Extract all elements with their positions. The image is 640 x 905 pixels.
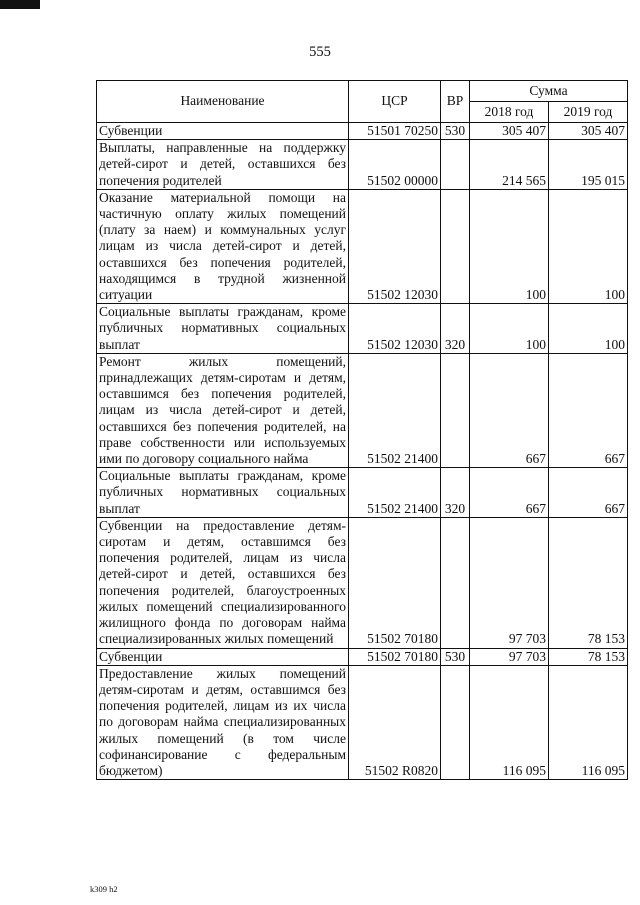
row-sum-2019: 78 153 bbox=[549, 648, 628, 665]
row-csr: 51502 12030 bbox=[349, 189, 441, 303]
table-header-row bbox=[97, 81, 628, 102]
row-vr bbox=[441, 140, 470, 190]
row-name: Ремонт жилых помещений, принадлежащих детям-сиротам и детям, оставшимся без попечения родителей, лицам из числа детей-сирот и детей, оставшихся без попечения родителей, на праве собственности или используемых ими по договору социального найма bbox=[97, 353, 349, 467]
row-vr bbox=[441, 189, 470, 303]
table-row bbox=[97, 517, 628, 648]
row-csr: 51502 70180 bbox=[349, 648, 441, 665]
row-sum-2018: 97 703 bbox=[470, 648, 549, 665]
row-csr: 51502 21400 bbox=[349, 353, 441, 467]
row-sum-2019: 667 bbox=[549, 353, 628, 467]
row-name: Социальные выплаты гражданам, кроме публичных нормативных социальных выплат bbox=[97, 468, 349, 518]
row-csr: 51502 21400 bbox=[349, 468, 441, 518]
row-name: Оказание материальной помощи на частичную оплату жилых помещений (плату за наем) и коммунальных услуг лицам из числа детей-сирот и детей, оставшихся без попечения родителей, находящимся в трудной жизненной ситуации bbox=[97, 189, 349, 303]
header-year-2018: 2018 год bbox=[470, 102, 549, 123]
page-number: 555 bbox=[309, 44, 331, 60]
row-vr: 320 bbox=[441, 304, 470, 354]
header-csr: ЦСР bbox=[349, 81, 441, 123]
table-row bbox=[97, 140, 628, 190]
row-name: Субвенции bbox=[97, 123, 349, 140]
row-sum-2018: 667 bbox=[470, 468, 549, 518]
row-sum-2019: 78 153 bbox=[549, 517, 628, 648]
row-sum-2018: 305 407 bbox=[470, 123, 549, 140]
row-vr: 320 bbox=[441, 468, 470, 518]
table-row bbox=[97, 353, 628, 467]
row-csr: 51502 12030 bbox=[349, 304, 441, 354]
row-csr: 51501 70250 bbox=[349, 123, 441, 140]
table-row bbox=[97, 123, 628, 140]
row-vr bbox=[441, 665, 470, 779]
row-csr: 51502 70180 bbox=[349, 517, 441, 648]
table-row bbox=[97, 189, 628, 303]
row-sum-2019: 116 095 bbox=[549, 665, 628, 779]
footer-code: k309 h2 bbox=[90, 884, 118, 894]
row-name: Предоставление жилых помещений детям-сиротам и детям, оставшимся без попечения родителей, лицам из их числа по договорам найма специализированных жилых помещений (в том числе софинансирование с федеральным бюджетом) bbox=[97, 665, 349, 779]
table-row bbox=[97, 468, 628, 518]
row-name: Субвенции на предоставление детям-сиротам и детям, оставшимся без попечения родителей, лицам из числа детей-сирот и детей, оставшихся без попечения родителей, благоустроенных жилых помещений специализированного жилищного фонда по договорам найма специализированных жилых помещений bbox=[97, 517, 349, 648]
row-sum-2019: 305 407 bbox=[549, 123, 628, 140]
row-sum-2019: 667 bbox=[549, 468, 628, 518]
row-sum-2019: 195 015 bbox=[549, 140, 628, 190]
table-row bbox=[97, 648, 628, 665]
row-sum-2018: 667 bbox=[470, 353, 549, 467]
row-sum-2019: 100 bbox=[549, 304, 628, 354]
header-vr: ВР bbox=[441, 81, 470, 123]
row-vr: 530 bbox=[441, 123, 470, 140]
header-year-2019: 2019 год bbox=[549, 102, 628, 123]
corner-mark bbox=[0, 0, 40, 9]
row-name: Выплаты, направленные на поддержку детей-сирот и детей, оставшихся без попечения родителей bbox=[97, 140, 349, 190]
row-sum-2019: 100 bbox=[549, 189, 628, 303]
row-name: Субвенции bbox=[97, 648, 349, 665]
row-sum-2018: 116 095 bbox=[470, 665, 549, 779]
budget-table bbox=[96, 80, 628, 780]
row-sum-2018: 100 bbox=[470, 189, 549, 303]
row-csr: 51502 00000 bbox=[349, 140, 441, 190]
row-vr: 530 bbox=[441, 648, 470, 665]
row-vr bbox=[441, 353, 470, 467]
row-vr bbox=[441, 517, 470, 648]
row-csr: 51502 R0820 bbox=[349, 665, 441, 779]
row-sum-2018: 97 703 bbox=[470, 517, 549, 648]
row-name: Социальные выплаты гражданам, кроме публичных нормативных социальных выплат bbox=[97, 304, 349, 354]
header-sum: Сумма bbox=[470, 81, 628, 102]
row-sum-2018: 214 565 bbox=[470, 140, 549, 190]
table-row bbox=[97, 665, 628, 779]
table-row bbox=[97, 304, 628, 354]
row-sum-2018: 100 bbox=[470, 304, 549, 354]
header-name: Наименование bbox=[97, 81, 349, 123]
